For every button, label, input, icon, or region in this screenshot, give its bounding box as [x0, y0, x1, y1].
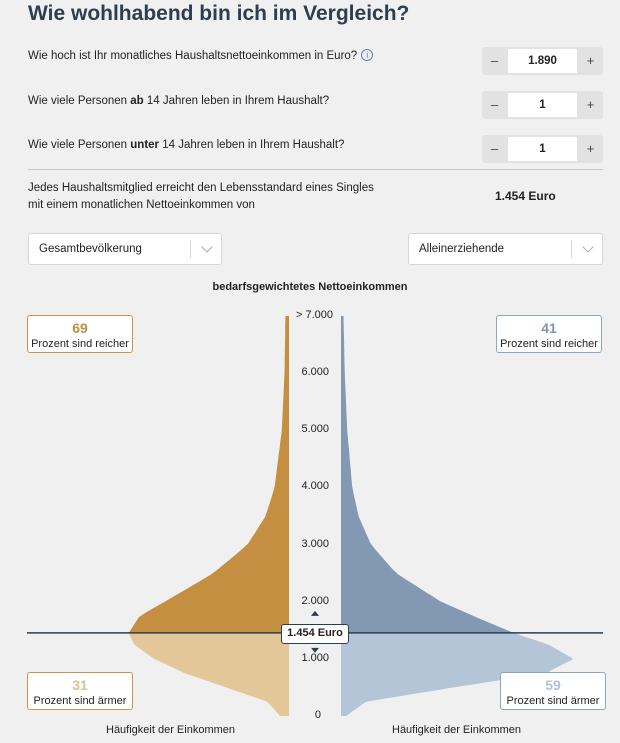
- children-decrement-button[interactable]: –: [490, 141, 499, 156]
- adults-decrement-button[interactable]: –: [490, 97, 499, 112]
- footer-right-label: Häufigkeit der Einkommen: [392, 724, 522, 736]
- right-poorer-box: [500, 672, 606, 710]
- y-tick-label: > 7.000: [295, 309, 333, 321]
- left-poorer-percent: 31: [72, 677, 88, 693]
- income-increment-button[interactable]: +: [586, 53, 595, 68]
- right-richer-area: [341, 316, 514, 633]
- y-tick-label: 5.000: [301, 423, 329, 436]
- info-icon[interactable]: i: [361, 49, 373, 61]
- children-increment-button[interactable]: +: [586, 141, 595, 156]
- left-poorer-label: Prozent sind ärmer: [33, 695, 127, 707]
- right-richer-label: Prozent sind reicher: [500, 338, 598, 350]
- adults-question-pre: Wie viele Personen: [28, 95, 131, 107]
- income-input[interactable]: 1.890: [508, 49, 577, 73]
- comparison-select-value: Alleinerziehende: [419, 243, 505, 255]
- children-question-pre: Wie viele Personen: [28, 139, 131, 151]
- y-tick-label: 0: [314, 709, 321, 721]
- y-tick-label: 4.000: [301, 480, 329, 493]
- adults-input[interactable]: 1: [508, 93, 577, 117]
- chart-title: bedarfsgewichtetes Nettoeinkommen: [212, 281, 408, 293]
- adults-increment-button[interactable]: +: [586, 97, 595, 112]
- right-poorer-label: Prozent sind ärmer: [506, 695, 600, 707]
- children-input[interactable]: 1: [508, 137, 577, 161]
- children-question-post: 14 Jahren leben in Ihrem Haushalt?: [159, 139, 345, 151]
- children-question-bold: unter: [130, 139, 160, 151]
- summary-line2: mit einem monatlichen Nettoeinkommen von: [28, 199, 255, 211]
- increase-arrow-icon: [311, 611, 319, 616]
- current-income-label[interactable]: 1.454 Euro: [281, 624, 349, 644]
- y-tick-label: 2.000: [301, 594, 329, 607]
- left-richer-box: [27, 315, 133, 353]
- right-poorer-percent: 59: [545, 677, 561, 693]
- left-richer-percent: 69: [72, 320, 88, 336]
- page-title: Wie wohlhabend bin ich im Vergleich?: [28, 2, 410, 25]
- left-richer-label: Prozent sind reicher: [31, 338, 129, 350]
- population-select-value: Gesamtbevölkerung: [39, 243, 142, 255]
- adults-question-post: 14 Jahren leben in Ihrem Haushalt?: [143, 95, 330, 107]
- right-richer-box: [496, 315, 602, 353]
- left-richer-area: [129, 316, 289, 633]
- summary-line1: Jedes Haushaltsmitglied erreicht den Lebensstandard eines Singles: [28, 182, 374, 194]
- y-tick-label: 6.000: [301, 366, 329, 379]
- right-richer-percent: 41: [541, 320, 557, 336]
- footer-left-label: Häufigkeit der Einkommen: [106, 724, 236, 736]
- y-tick-label: 3.000: [301, 537, 329, 550]
- left-poorer-box: [27, 672, 133, 710]
- y-tick-label: 1.000: [301, 651, 329, 664]
- income-question-text: Wie hoch ist Ihr monatliches Haushaltsnettoeinkommen in Euro?: [28, 50, 358, 62]
- adults-question-bold: ab: [130, 95, 144, 107]
- summary-value: 1.454 Euro: [495, 189, 556, 203]
- left-poorer-area: [129, 633, 289, 716]
- income-decrement-button[interactable]: –: [490, 53, 499, 68]
